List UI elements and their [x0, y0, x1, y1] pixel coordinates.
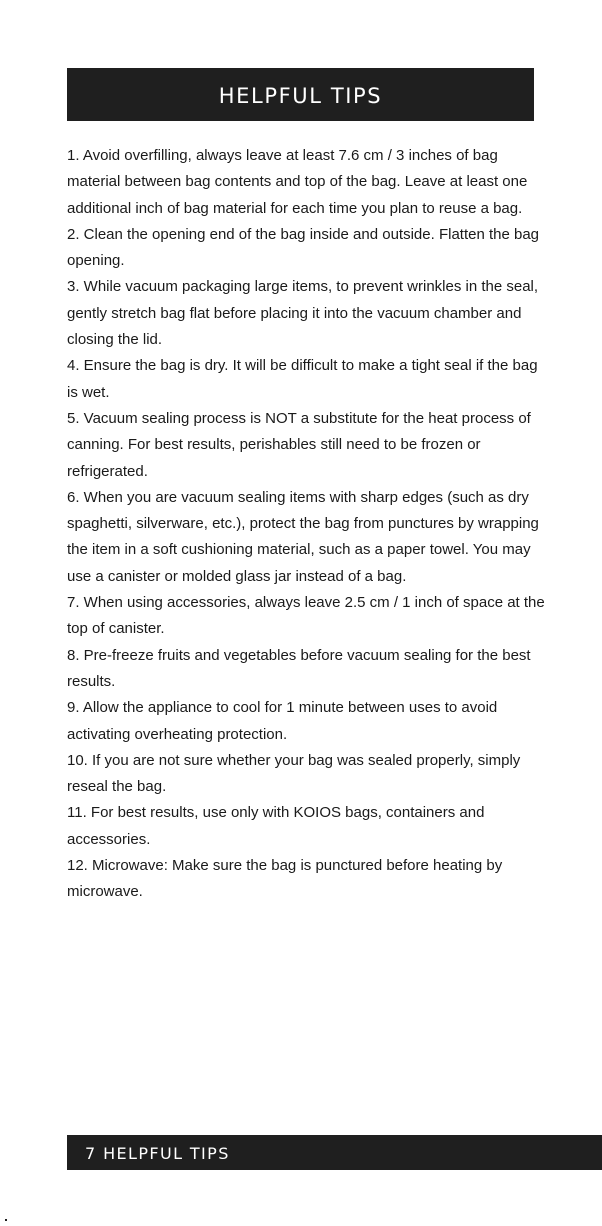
corner-mark — [5, 1219, 7, 1221]
tip-item-3: 3. While vacuum packaging large items, to prevent wrinkles in the seal, gently stretch bag flat before placing it into the vacuum chamber and closing the lid. — [67, 278, 539, 349]
tip-item-8: 8. Pre-freeze fruits and vegetables before vacuum sealing for the best results. — [67, 646, 531, 690]
tip-item-6: 6. When you are vacuum sealing items with sharp edges (such as dry spaghetti, silverware, etc.), protect the bag from punctures by wrapping the item in a soft cushioning material, such as a paper towel. You may use a canister or molded glass jar instead of a bag. — [67, 488, 539, 585]
tips-list — [67, 143, 545, 906]
tip-item-2: 2. Clean the opening end of the bag inside and outside. Flatten the bag opening. — [67, 225, 540, 270]
tip-item-11: 11. For best results, use only with KOIOS bags, containers and accessories. — [67, 804, 485, 848]
page-title: HELPFUL TIPS — [218, 83, 383, 108]
tip-item-7: 7. When using accessories, always leave 2.5 cm / 1 inch of space at the top of canister. — [67, 594, 545, 638]
tip-item-4: 4. Ensure the bag is dry. It will be difficult to make a tight seal if the bag is wet. — [67, 357, 538, 401]
tip-item-12: 12. Microwave: Make sure the bag is punctured before heating by microwave. — [67, 857, 503, 901]
tip-item-9: 9. Allow the appliance to cool for 1 minute between uses to avoid activating overheating protection. — [67, 699, 498, 743]
tip-item-1: 1. Avoid overfilling, always leave at least 7.6 cm / 3 inches of bag material between bag contents and top of the bag. Leave at least one additional inch of bag material for each time you plan to reuse a bag. — [67, 147, 528, 217]
tip-item-5: 5. Vacuum sealing process is NOT a substitute for the heat process of canning. For best results, perishables still need to be frozen or refrigerated. — [67, 409, 531, 480]
header-banner — [67, 68, 534, 121]
page-footer-label: 7 HELPFUL TIPS — [85, 1143, 230, 1163]
tip-item-10: 10. If you are not sure whether your bag was sealed properly, simply reseal the bag. — [67, 751, 521, 796]
footer-bar — [67, 1135, 602, 1170]
